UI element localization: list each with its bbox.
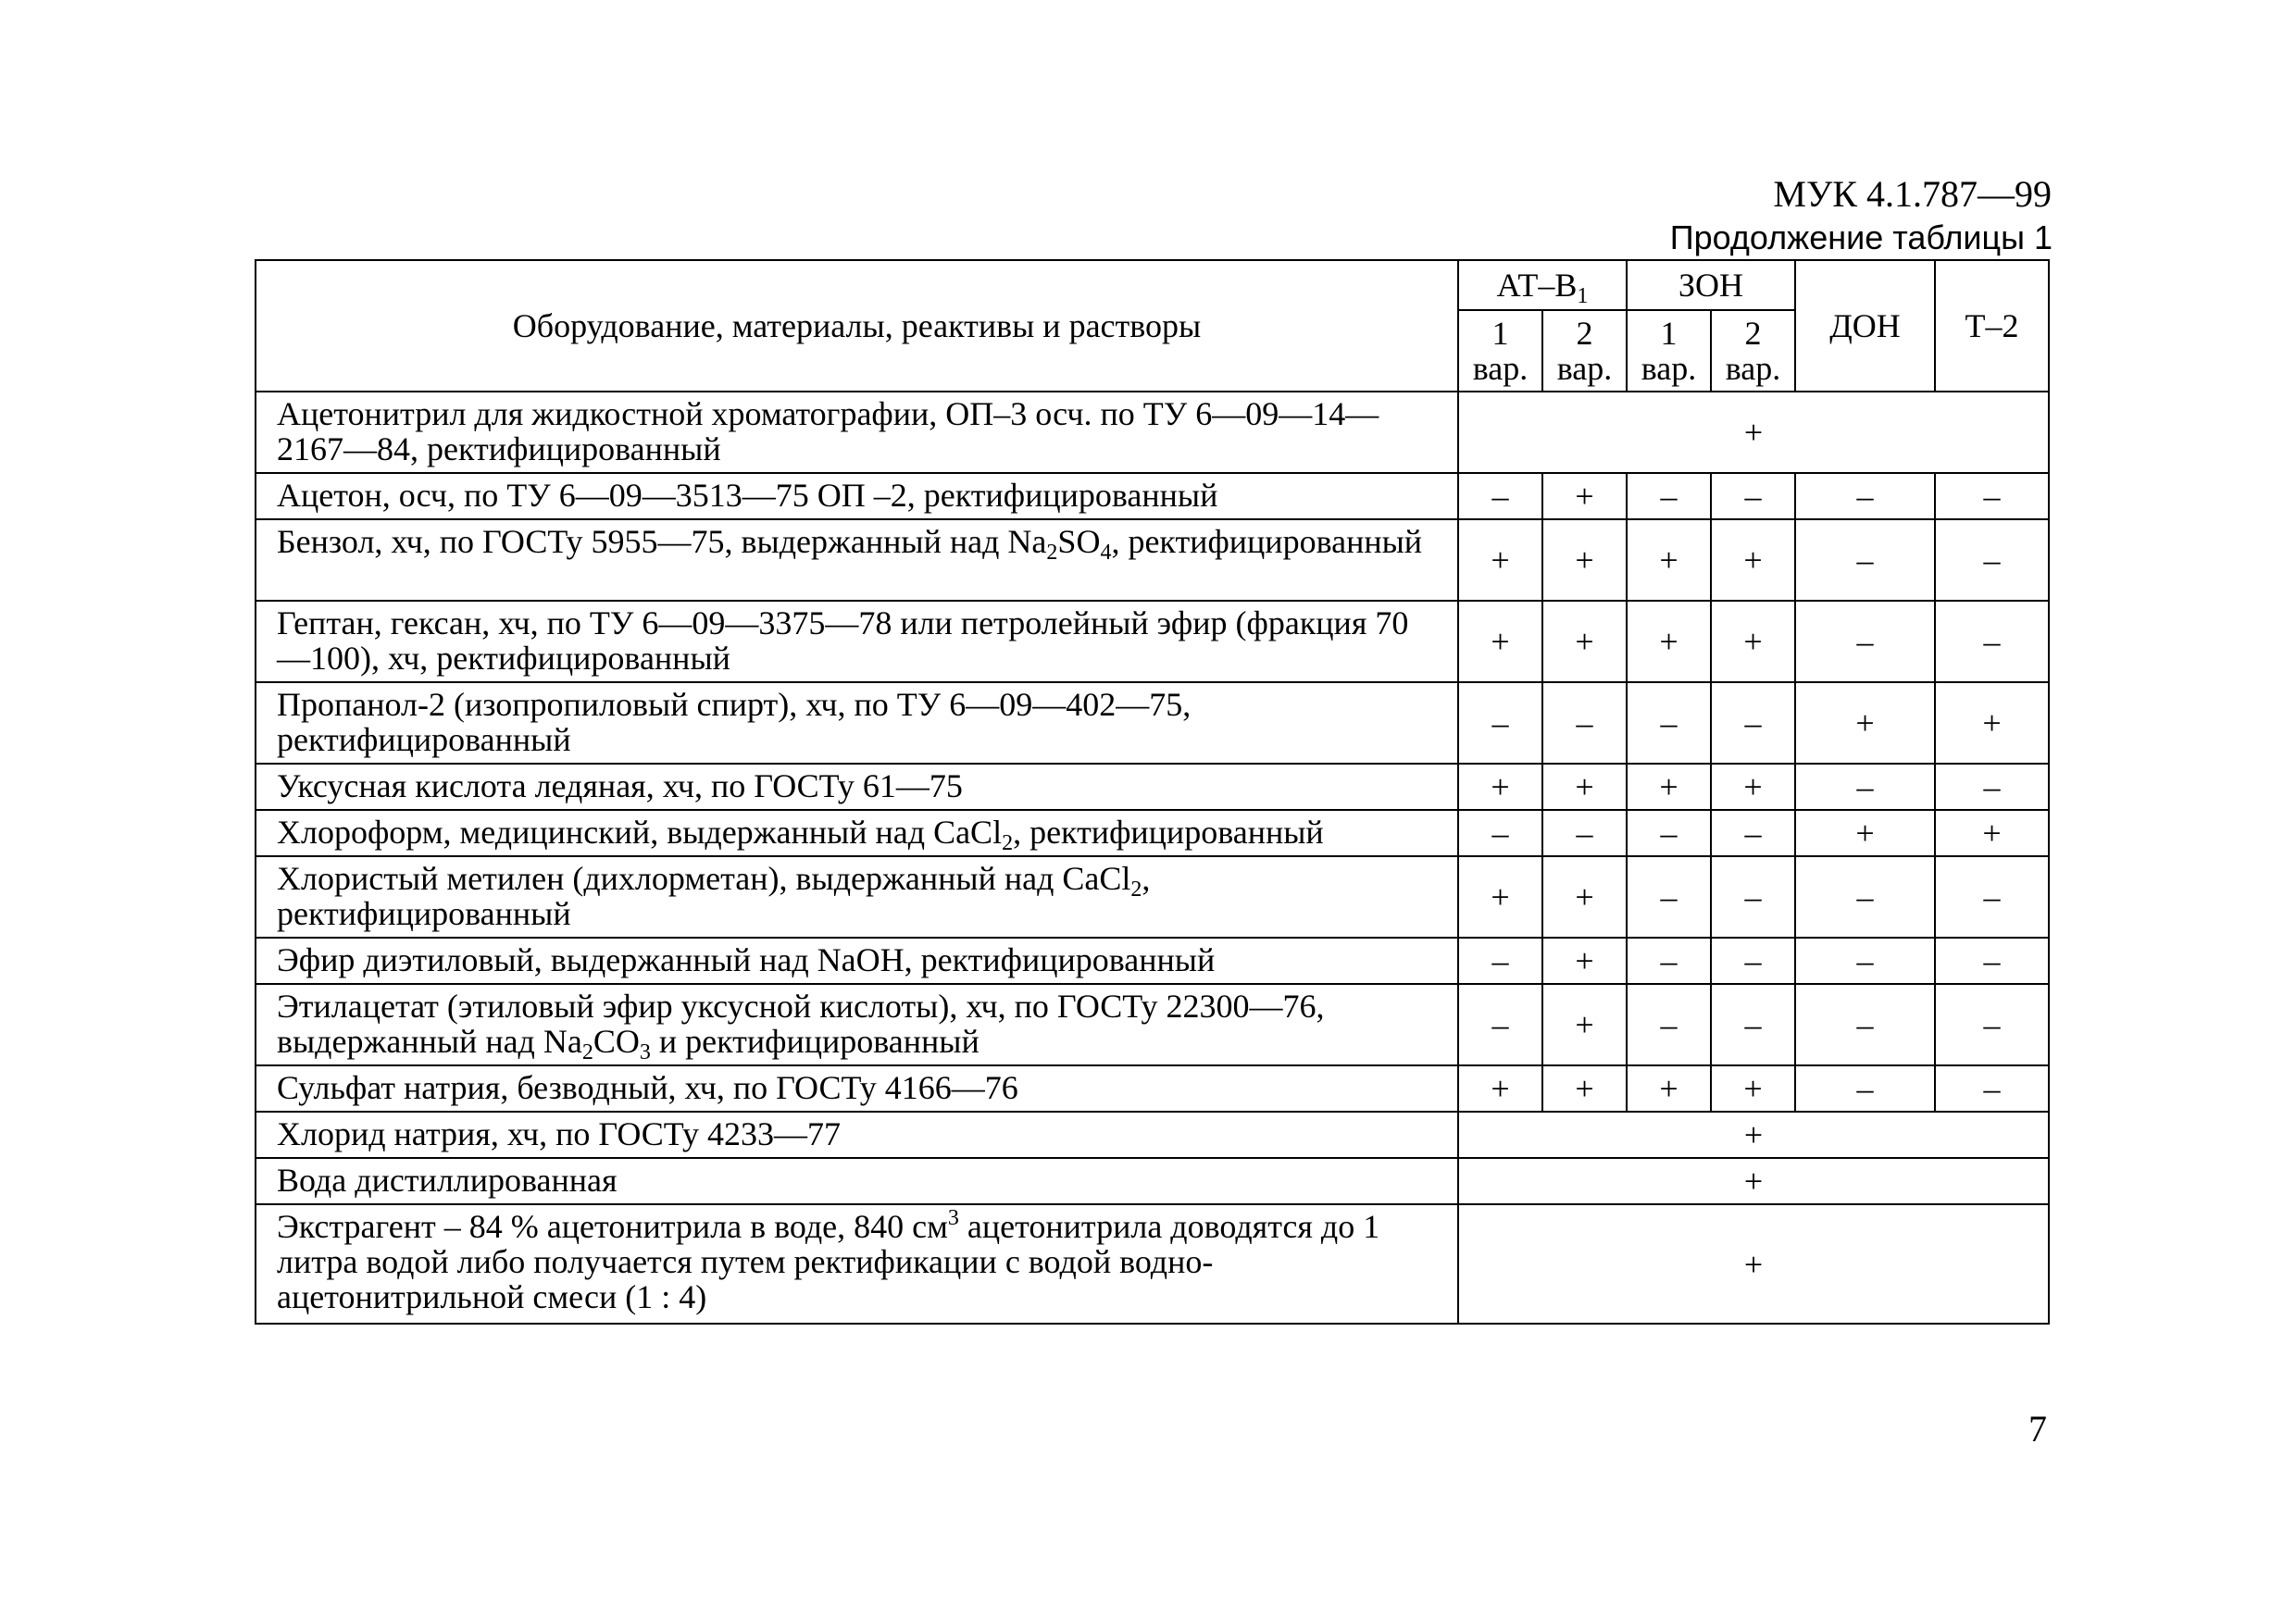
applicability-mark: – [1795,1065,1935,1112]
applicability-mark: – [1935,601,2049,682]
material-name-text: Уксусная кислота ледяная, хч, по ГОСТу 61—75 [277,767,963,804]
applicability-mark: + [1542,473,1627,519]
column-header-materials: Оборудование, материалы, реактивы и растворы [256,260,1458,392]
applicability-mark: + [1542,519,1627,601]
material-name-subscript: 2 [581,1040,593,1064]
material-name-cell [256,764,1458,810]
material-name-text: Гептан, гексан, хч, по ТУ 6—09—3375—78 или петролейный эфир (фракция 70—100), хч, ректифицированный [277,604,1409,677]
table-row [256,1112,2049,1158]
applicability-mark: – [1935,473,2049,519]
applicability-mark: + [1711,1065,1795,1112]
material-name-cell [256,601,1458,682]
material-name-text: , ректифицированный [1111,523,1423,560]
applicability-mark: – [1795,519,1935,601]
applicability-mark: + [1542,1065,1627,1112]
material-name-text: Хлористый метилен (дихлорметан), выдержанный над CaCl [277,860,1131,897]
applicability-mark-all: + [1458,1158,2049,1204]
document-code: МУК 4.1.787—99 [1773,173,2052,215]
table-row [256,392,2049,473]
applicability-mark: – [1458,810,1542,856]
material-name-text: и ректифицированный [650,1023,980,1060]
applicability-mark: + [1711,601,1795,682]
material-name-cell [256,1112,1458,1158]
applicability-mark: + [1458,856,1542,938]
at-b1-subscript: 1 [1577,284,1589,308]
applicability-mark: + [1627,764,1711,810]
applicability-mark: – [1627,682,1711,764]
applicability-mark: + [1627,1065,1711,1112]
applicability-mark: – [1711,984,1795,1065]
applicability-mark: + [1711,764,1795,810]
material-name-cell [256,1204,1458,1324]
applicability-mark: – [1795,601,1935,682]
column-header-don: ДОН [1795,260,1935,392]
column-header-zon: ЗОН [1627,260,1795,310]
applicability-mark: + [1458,519,1542,601]
applicability-mark-all: + [1458,1112,2049,1158]
applicability-mark: + [1458,1065,1542,1112]
applicability-mark: – [1795,938,1935,984]
material-name-text: Хлороформ, медицинский, выдержанный над CaCl [277,814,1003,851]
applicability-mark: + [1458,601,1542,682]
applicability-mark: – [1711,473,1795,519]
applicability-mark: – [1458,984,1542,1065]
table-row [256,473,2049,519]
column-header-at-b1 [1458,260,1627,310]
material-name-subscript: 4 [1100,541,1112,565]
applicability-mark: + [1627,601,1711,682]
material-name-text: Сульфат натрия, безводный, хч, по ГОСТу 4166—76 [277,1069,1018,1106]
applicability-mark: – [1711,856,1795,938]
table-row [256,601,2049,682]
material-name-cell [256,473,1458,519]
variant-header [1458,310,1542,392]
applicability-mark-all: + [1458,1204,2049,1324]
table-row [256,1204,2049,1324]
page-number: 7 [2028,1408,2047,1450]
material-name-text: CO [593,1023,640,1060]
table-body [256,392,2049,1324]
applicability-mark: – [1458,473,1542,519]
variant-label: вар. [1556,350,1613,387]
table-row [256,764,2049,810]
material-name-cell [256,392,1458,473]
applicability-mark: – [1627,984,1711,1065]
variant-number: 1 [1491,315,1509,352]
applicability-mark: – [1627,810,1711,856]
variant-label: вар. [1641,350,1697,387]
material-name-cell [256,810,1458,856]
applicability-mark: – [1627,938,1711,984]
variant-number: 1 [1660,315,1678,352]
applicability-mark: – [1935,519,2049,601]
material-name-cell [256,984,1458,1065]
applicability-mark: – [1795,984,1935,1065]
applicability-mark: + [1795,810,1935,856]
variant-label: вар. [1725,350,1781,387]
material-name-cell [256,1065,1458,1112]
applicability-mark: + [1935,682,2049,764]
variant-label: вар. [1472,350,1529,387]
applicability-mark: – [1458,682,1542,764]
material-name-cell [256,856,1458,938]
applicability-mark: – [1542,810,1627,856]
applicability-mark: + [1542,764,1627,810]
applicability-mark: – [1627,473,1711,519]
material-name-text: ацетонитрила доводятся до 1 литра водой либо получается путем ректификации с водой водно-ацетонитрильной смеси (1 : 4) [277,1208,1380,1315]
material-name-text: Хлорид натрия, хч, по ГОСТу 4233—77 [277,1115,841,1152]
table-row [256,682,2049,764]
material-name-text: Ацетонитрил для жидкостной хроматографии, ОП–3 осч. по ТУ 6—09—14—2167—84, ректифицированный [277,395,1379,467]
applicability-mark: + [1542,938,1627,984]
applicability-mark: – [1935,984,2049,1065]
applicability-mark: + [1458,764,1542,810]
applicability-mark: – [1542,682,1627,764]
applicability-mark: – [1627,856,1711,938]
applicability-mark: + [1935,810,2049,856]
variant-header [1627,310,1711,392]
applicability-mark: – [1935,764,2049,810]
applicability-mark: + [1627,519,1711,601]
table-caption: Продолжение таблицы 1 [1669,218,2053,256]
material-name-text: , ректифицированный [277,860,1151,932]
applicability-mark: – [1711,810,1795,856]
applicability-mark-all: + [1458,392,2049,473]
applicability-mark: – [1795,473,1935,519]
table-row [256,810,2049,856]
material-name-text: Вода дистиллированная [277,1162,618,1199]
applicability-mark: + [1711,519,1795,601]
table-row [256,938,2049,984]
material-name-text: Бензол, хч, по ГОСТу 5955—75, выдержанный над Na [277,523,1047,560]
variant-header [1711,310,1795,392]
table-row [256,519,2049,601]
applicability-mark: + [1542,856,1627,938]
material-name-subscript: 2 [1130,877,1142,902]
material-name-text: Экстрагент – 84 % ацетонитрила в воде, 840 см [277,1208,948,1245]
material-name-text: , ректифицированный [1013,814,1324,851]
material-name-text: SO [1057,523,1101,560]
material-name-subscript: 2 [1046,541,1058,565]
material-name-subscript: 3 [639,1040,651,1064]
applicability-mark: + [1542,984,1627,1065]
applicability-mark: – [1795,856,1935,938]
material-name-subscript: 2 [1002,831,1014,855]
material-name-text: Ацетон, осч, по ТУ 6—09—3513—75 ОП –2, ректифицированный [277,477,1218,514]
table-header [256,260,2049,392]
applicability-mark: – [1935,1065,2049,1112]
variant-number: 2 [1744,315,1762,352]
column-header-t2: Т–2 [1935,260,2049,392]
table-row [256,856,2049,938]
material-name-text: Эфир диэтиловый, выдержанный над NaOH, ректифицированный [277,941,1216,978]
applicability-mark: – [1711,682,1795,764]
material-name-text: Пропанол-2 (изопропиловый спирт), хч, по ТУ 6—09—402—75, ректифицированный [277,686,1192,758]
reagents-table [255,259,2050,1325]
material-name-cell [256,519,1458,601]
applicability-mark: + [1795,682,1935,764]
applicability-mark: – [1711,938,1795,984]
at-b1-label: АТ–В [1496,267,1578,304]
table-row [256,1065,2049,1112]
table-row [256,984,2049,1065]
material-name-cell [256,682,1458,764]
table-row [256,1158,2049,1204]
variant-number: 2 [1576,315,1593,352]
applicability-mark: – [1458,938,1542,984]
material-name-cell [256,1158,1458,1204]
applicability-mark: + [1542,601,1627,682]
variant-header [1542,310,1627,392]
applicability-mark: – [1935,856,2049,938]
applicability-mark: – [1935,938,2049,984]
material-name-text: Этилацетат (этиловый эфир уксусной кислоты), хч, по ГОСТу 22300—76, выдержанный над Na [277,988,1325,1060]
material-name-cell [256,938,1458,984]
material-name-superscript: 3 [947,1206,959,1230]
applicability-mark: – [1795,764,1935,810]
